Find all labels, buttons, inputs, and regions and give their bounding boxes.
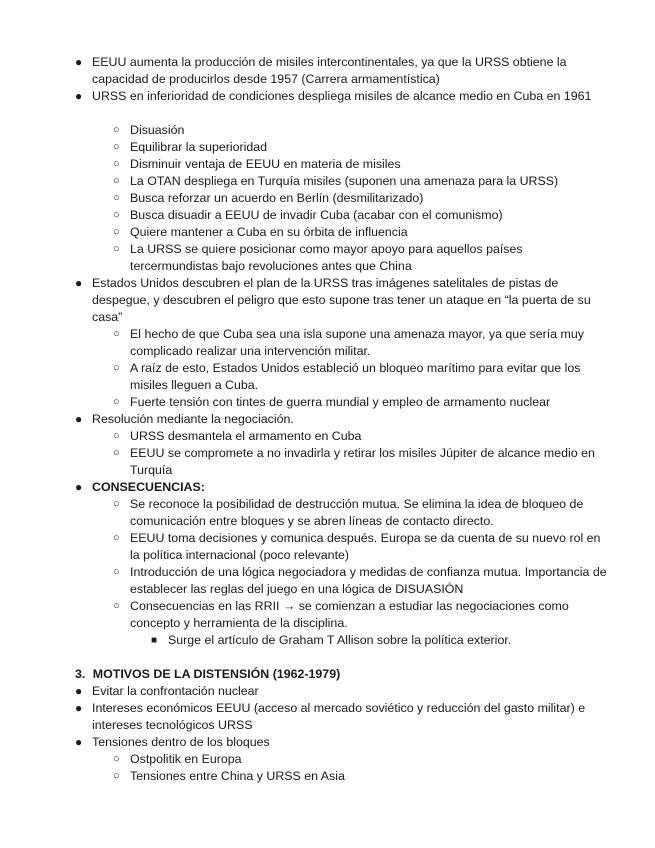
list-item: Intereses económicos EEUU (acceso al mercado soviético y reducción del gasto militar) e intereses tecnológicos URSS <box>92 701 586 732</box>
bullet-level1: ● <box>75 89 83 103</box>
bullet-level2: ○ <box>113 447 120 459</box>
list-item: La OTAN despliega en Turquía misiles (suponen una amenaza para la URSS) <box>130 174 559 188</box>
bullet-level1: ● <box>75 735 83 749</box>
list-item: Resolución mediante la negociación. <box>92 412 294 426</box>
list-item: EEUU toma decisiones y comunica después. Europa se da cuenta de su nuevo rol en la política internacional (poco relevante) <box>130 531 601 562</box>
list-item: Ostpolitik en Europa <box>130 752 242 766</box>
bullet-level2: ○ <box>113 430 120 442</box>
list-item: Tensiones entre China y URSS en Asia <box>130 769 345 783</box>
bullet-level1: ● <box>75 276 83 290</box>
list-item: Busca disuadir a EEUU de invadir Cuba (acabar con el comunismo) <box>130 208 503 222</box>
list-item: Disminuir ventaja de EEUU en materia de misiles <box>130 157 401 171</box>
bullet-level2: ○ <box>113 158 120 170</box>
bullet-level3: ■ <box>151 635 158 646</box>
bullet-level2: ○ <box>113 600 120 612</box>
section-heading <box>75 666 340 683</box>
bullet-level2: ○ <box>113 243 120 255</box>
bullet-level2: ○ <box>113 396 120 408</box>
bullet-level2: ○ <box>113 753 120 765</box>
list-item: Evitar la confrontación nuclear <box>92 684 259 698</box>
list-item: EEUU aumenta la producción de misiles intercontinentales, ya que la URSS obtiene la capacidad de producirlos desde 1957 (Carrera armamentística) <box>92 55 567 86</box>
bullet-level2: ○ <box>113 226 120 238</box>
bullet-level1: ● <box>75 684 83 698</box>
list-item: EEUU se compromete a no invadirla y retirar los misiles Júpiter de alcance medio en Turquía <box>130 446 595 477</box>
bullet-level1: ● <box>75 701 83 715</box>
bullet-level2: ○ <box>113 192 120 204</box>
list-item: Busca reforzar un acuerdo en Berlín (desmilitarizado) <box>130 191 424 205</box>
list-item: Se reconoce la posibilidad de destrucción mutua. Se elimina la idea de bloqueo de comunicación entre bloques y se abren líneas de contacto directo. <box>130 497 584 528</box>
list-item: Equilibrar la superioridad <box>130 140 268 154</box>
list-item: Disuasión <box>130 123 185 137</box>
bullet-level1: ● <box>75 55 83 69</box>
list-item: Quiere mantener a Cuba en su órbita de influencia <box>130 225 408 239</box>
bullet-level2: ○ <box>113 566 120 578</box>
bullet-level2: ○ <box>113 498 120 510</box>
bullet-level2: ○ <box>113 362 120 374</box>
list-item: Consecuencias en las RRII → se comienzan a estudiar las negociaciones como concepto y herramienta de la disciplina. <box>130 599 569 630</box>
bullet-level2: ○ <box>113 770 120 782</box>
list-item: Surge el artículo de Graham T Allison sobre la política exterior. <box>168 633 512 647</box>
list-item: URSS en inferioridad de condiciones despliega misiles de alcance medio en Cuba en 1961 <box>92 89 592 103</box>
consequences-heading: CONSECUENCIAS: <box>92 480 205 494</box>
bullet-level2: ○ <box>113 532 120 544</box>
section-title: MOTIVOS DE LA DISTENSIÓN (1962-1979) <box>92 667 341 681</box>
list-item: La URSS se quiere posicionar como mayor apoyo para aquellos países tercermundistas bajo revoluciones antes que China <box>130 242 523 273</box>
list-item: Introducción de una lógica negociadora y medidas de confianza mutua. Importancia de establecer las reglas del juego en una lógica de DISUASIÓN <box>130 565 607 596</box>
bullet-level1: ● <box>75 480 83 494</box>
list-item: Tensiones dentro de los bloques <box>92 735 270 749</box>
list-item: Fuerte tensión con tintes de guerra mundial y empleo de armamento nuclear <box>130 395 551 409</box>
bullet-level2: ○ <box>113 209 120 221</box>
list-item: Estados Unidos descubren el plan de la URSS tras imágenes satelitales de pistas de despegue, y descubren el peligro que esto supone tras tener un ataque en “la puerta de su casa” <box>92 276 591 324</box>
bullet-level1: ● <box>75 412 83 426</box>
list-item: A raíz de esto, Estados Unidos estableció un bloqueo marítimo para evitar que los misiles lleguen a Cuba. <box>130 361 581 392</box>
section-number: 3. <box>75 667 86 681</box>
bullet-level2: ○ <box>113 328 120 340</box>
bullet-level2: ○ <box>113 124 120 136</box>
bullet-level2: ○ <box>113 175 120 187</box>
list-item: URSS desmantela el armamento en Cuba <box>130 429 362 443</box>
bullet-level2: ○ <box>113 141 120 153</box>
list-item: El hecho de que Cuba sea una isla supone una amenaza mayor, ya que sería muy complicado realizar una intervención militar. <box>130 327 584 358</box>
